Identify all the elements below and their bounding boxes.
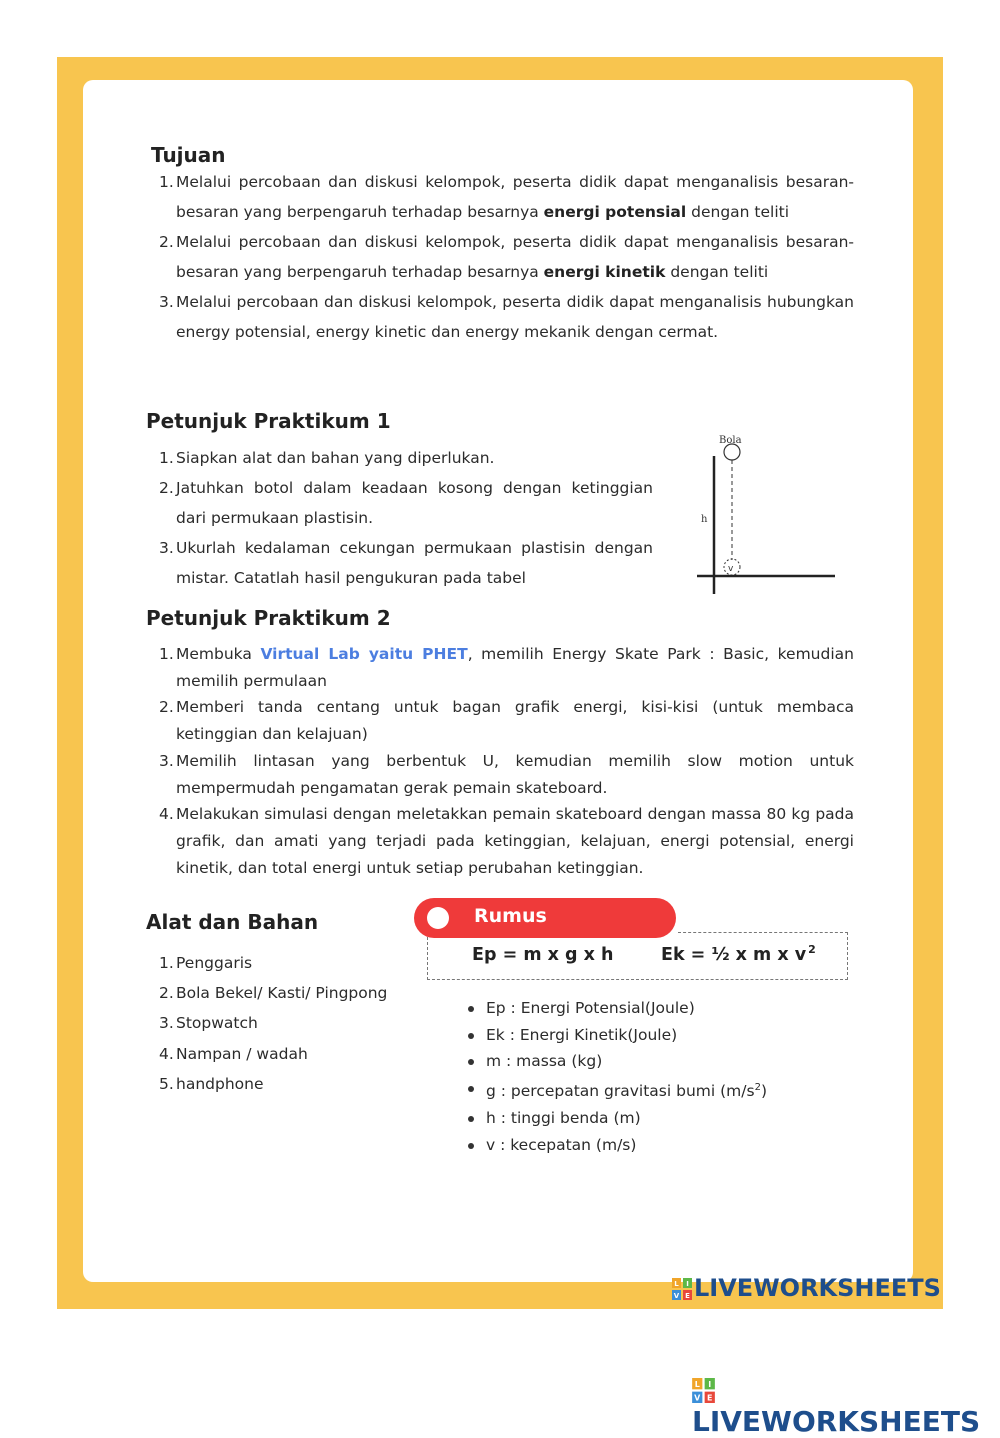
list-item <box>159 1069 419 1099</box>
item-text: Bola Bekel/ Kasti/ Pingpong <box>176 984 388 1003</box>
item-number: 2. <box>159 479 174 497</box>
item-number: 4. <box>159 805 174 824</box>
list-item <box>159 978 419 1008</box>
svg-text:I: I <box>708 1379 712 1389</box>
brand-name: LIVEWORKSHEETS <box>692 1405 981 1438</box>
list-item <box>159 167 854 227</box>
liveworksheets-logo-inner <box>672 1274 941 1302</box>
item-number: 3. <box>159 293 174 311</box>
var-sup: 2 <box>754 1082 761 1094</box>
var-text: ) <box>760 1082 767 1101</box>
praktikum1-list <box>159 443 653 593</box>
var-text: Ek : Energi Kinetik(Joule) <box>486 1025 678 1044</box>
liveworksheets-logo-icon <box>692 1378 715 1403</box>
ep-formula: Ep = m x g x h <box>472 945 614 965</box>
var-text: v : kecepatan (m/s) <box>486 1135 637 1154</box>
liveworksheets-logo-icon <box>672 1278 692 1300</box>
item-text: dengan teliti <box>665 263 769 281</box>
velocity-label: v <box>728 564 734 574</box>
height-label: h <box>701 514 708 525</box>
list-item <box>159 443 653 473</box>
item-text: Melalui percobaan dan diskusi kelompok, peserta didik dapat menganalisis besaran-besaran yang berpengaruh terhadap besarnya <box>176 173 854 221</box>
tujuan-heading: Tujuan <box>151 143 226 167</box>
svg-text:I: I <box>686 1280 689 1288</box>
item-text: Jatuhkan botol dalam keadaan kosong dengan ketinggian dari permukaan plastisin. <box>176 479 653 527</box>
list-item <box>159 533 653 593</box>
ball-top-icon <box>724 444 740 460</box>
list-item <box>466 1075 767 1105</box>
list-item <box>159 227 854 287</box>
list-item <box>159 801 854 881</box>
ek-formula <box>661 945 816 965</box>
item-text: Penggaris <box>176 954 253 972</box>
list-item <box>159 641 854 694</box>
item-text: Siapkan alat dan bahan yang diperlukan. <box>176 449 495 467</box>
alat-heading: Alat dan Bahan <box>146 910 319 934</box>
liveworksheets-logo-footer[interactable] <box>692 1372 1000 1438</box>
item-number: 3. <box>159 1014 174 1033</box>
list-item <box>159 948 419 978</box>
item-number: 1. <box>159 173 174 191</box>
item-text: Melakukan simulasi dengan meletakkan pemain skateboard dengan massa 80 kg pada grafik, dan amati yang terjadi pada ketinggian, kelajuan, energi potensial, energi kinetik, dan total energi untuk setiap perubahan ketinggian. <box>176 805 854 877</box>
phet-link[interactable]: Virtual Lab yaitu PHET <box>260 645 468 663</box>
item-number: 3. <box>159 539 174 557</box>
item-number: 4. <box>159 1044 174 1063</box>
var-text: h : tinggi benda (m) <box>486 1108 641 1127</box>
ek-exponent: 2 <box>808 943 816 956</box>
item-text: , memilih Energy Skate Park : Basic, kemudian memilih permulaan <box>176 645 854 690</box>
variable-list <box>466 995 767 1158</box>
item-number: 1. <box>159 954 174 972</box>
item-text: Melalui percobaan dan diskusi kelompok, peserta didik dapat menganalisis besaran-besaran yang berpengaruh terhadap besarnya <box>176 233 854 281</box>
item-text: Stopwatch <box>176 1014 258 1033</box>
svg-text:E: E <box>707 1393 713 1403</box>
ek-formula-text: Ek = ½ x m x v <box>661 945 807 965</box>
item-text: Ukurlah kedalaman cekungan permukaan plastisin dengan mistar. Catatlah hasil pengukuran pada tabel <box>176 539 653 587</box>
list-item <box>466 1132 767 1159</box>
svg-text:E: E <box>685 1292 690 1300</box>
item-bold: energi potensial <box>543 203 687 221</box>
rumus-banner <box>414 898 676 938</box>
rumus-title: Rumus <box>474 905 547 927</box>
list-item <box>466 1022 767 1049</box>
list-item <box>466 1048 767 1075</box>
list-item <box>159 1008 419 1038</box>
item-text: Nampan / wadah <box>176 1044 308 1063</box>
item-text: Memilih lintasan yang berbentuk U, kemudian memilih slow motion untuk mempermudah pengamatan gerak pemain skateboard. <box>176 751 854 797</box>
item-text: Memberi tanda centang untuk bagan grafik energi, kisi-kisi (untuk membaca ketinggian dan kelajuan) <box>176 698 854 744</box>
alat-list <box>159 948 419 1099</box>
item-number: 2. <box>159 698 174 717</box>
item-number: 1. <box>159 645 174 663</box>
list-item <box>159 694 854 747</box>
drop-diagram <box>690 432 840 597</box>
item-text: Melalui percobaan dan diskusi kelompok, peserta didik dapat menganalisis hubungkan energy potensial, energy kinetic dan energy mekanik dengan cermat. <box>176 293 854 341</box>
item-number: 2. <box>159 984 174 1003</box>
formula-box <box>427 932 848 980</box>
item-text: dengan teliti <box>686 203 790 221</box>
item-number: 3. <box>159 751 174 770</box>
var-text: Ep : Energi Potensial(Joule) <box>486 999 695 1017</box>
var-text: m : massa (kg) <box>486 1052 603 1071</box>
list-item <box>466 1105 767 1132</box>
svg-text:L: L <box>694 1379 700 1389</box>
item-bold: energi kinetik <box>543 263 666 281</box>
praktikum2-heading: Petunjuk Praktikum 2 <box>146 606 391 630</box>
list-item <box>466 995 767 1022</box>
list-item <box>159 748 854 801</box>
var-text: g : percepatan gravitasi bumi (m/s <box>486 1082 755 1101</box>
item-text: handphone <box>176 1074 264 1093</box>
item-number: 5. <box>159 1074 174 1093</box>
item-number: 2. <box>159 233 174 251</box>
praktikum1-heading: Petunjuk Praktikum 1 <box>146 409 391 433</box>
tujuan-list <box>159 167 854 347</box>
ball-label: Bola <box>719 435 742 446</box>
list-item <box>159 287 854 347</box>
svg-text:V: V <box>694 1393 701 1403</box>
list-item <box>159 473 653 533</box>
brand-name: LIVEWORKSHEETS <box>694 1274 941 1302</box>
circle-icon <box>427 907 449 929</box>
praktikum2-list <box>159 641 854 881</box>
item-text: Membuka <box>176 645 261 663</box>
list-item <box>159 1039 419 1069</box>
svg-text:L: L <box>674 1280 679 1288</box>
item-number: 1. <box>159 449 174 467</box>
svg-text:V: V <box>673 1292 680 1300</box>
